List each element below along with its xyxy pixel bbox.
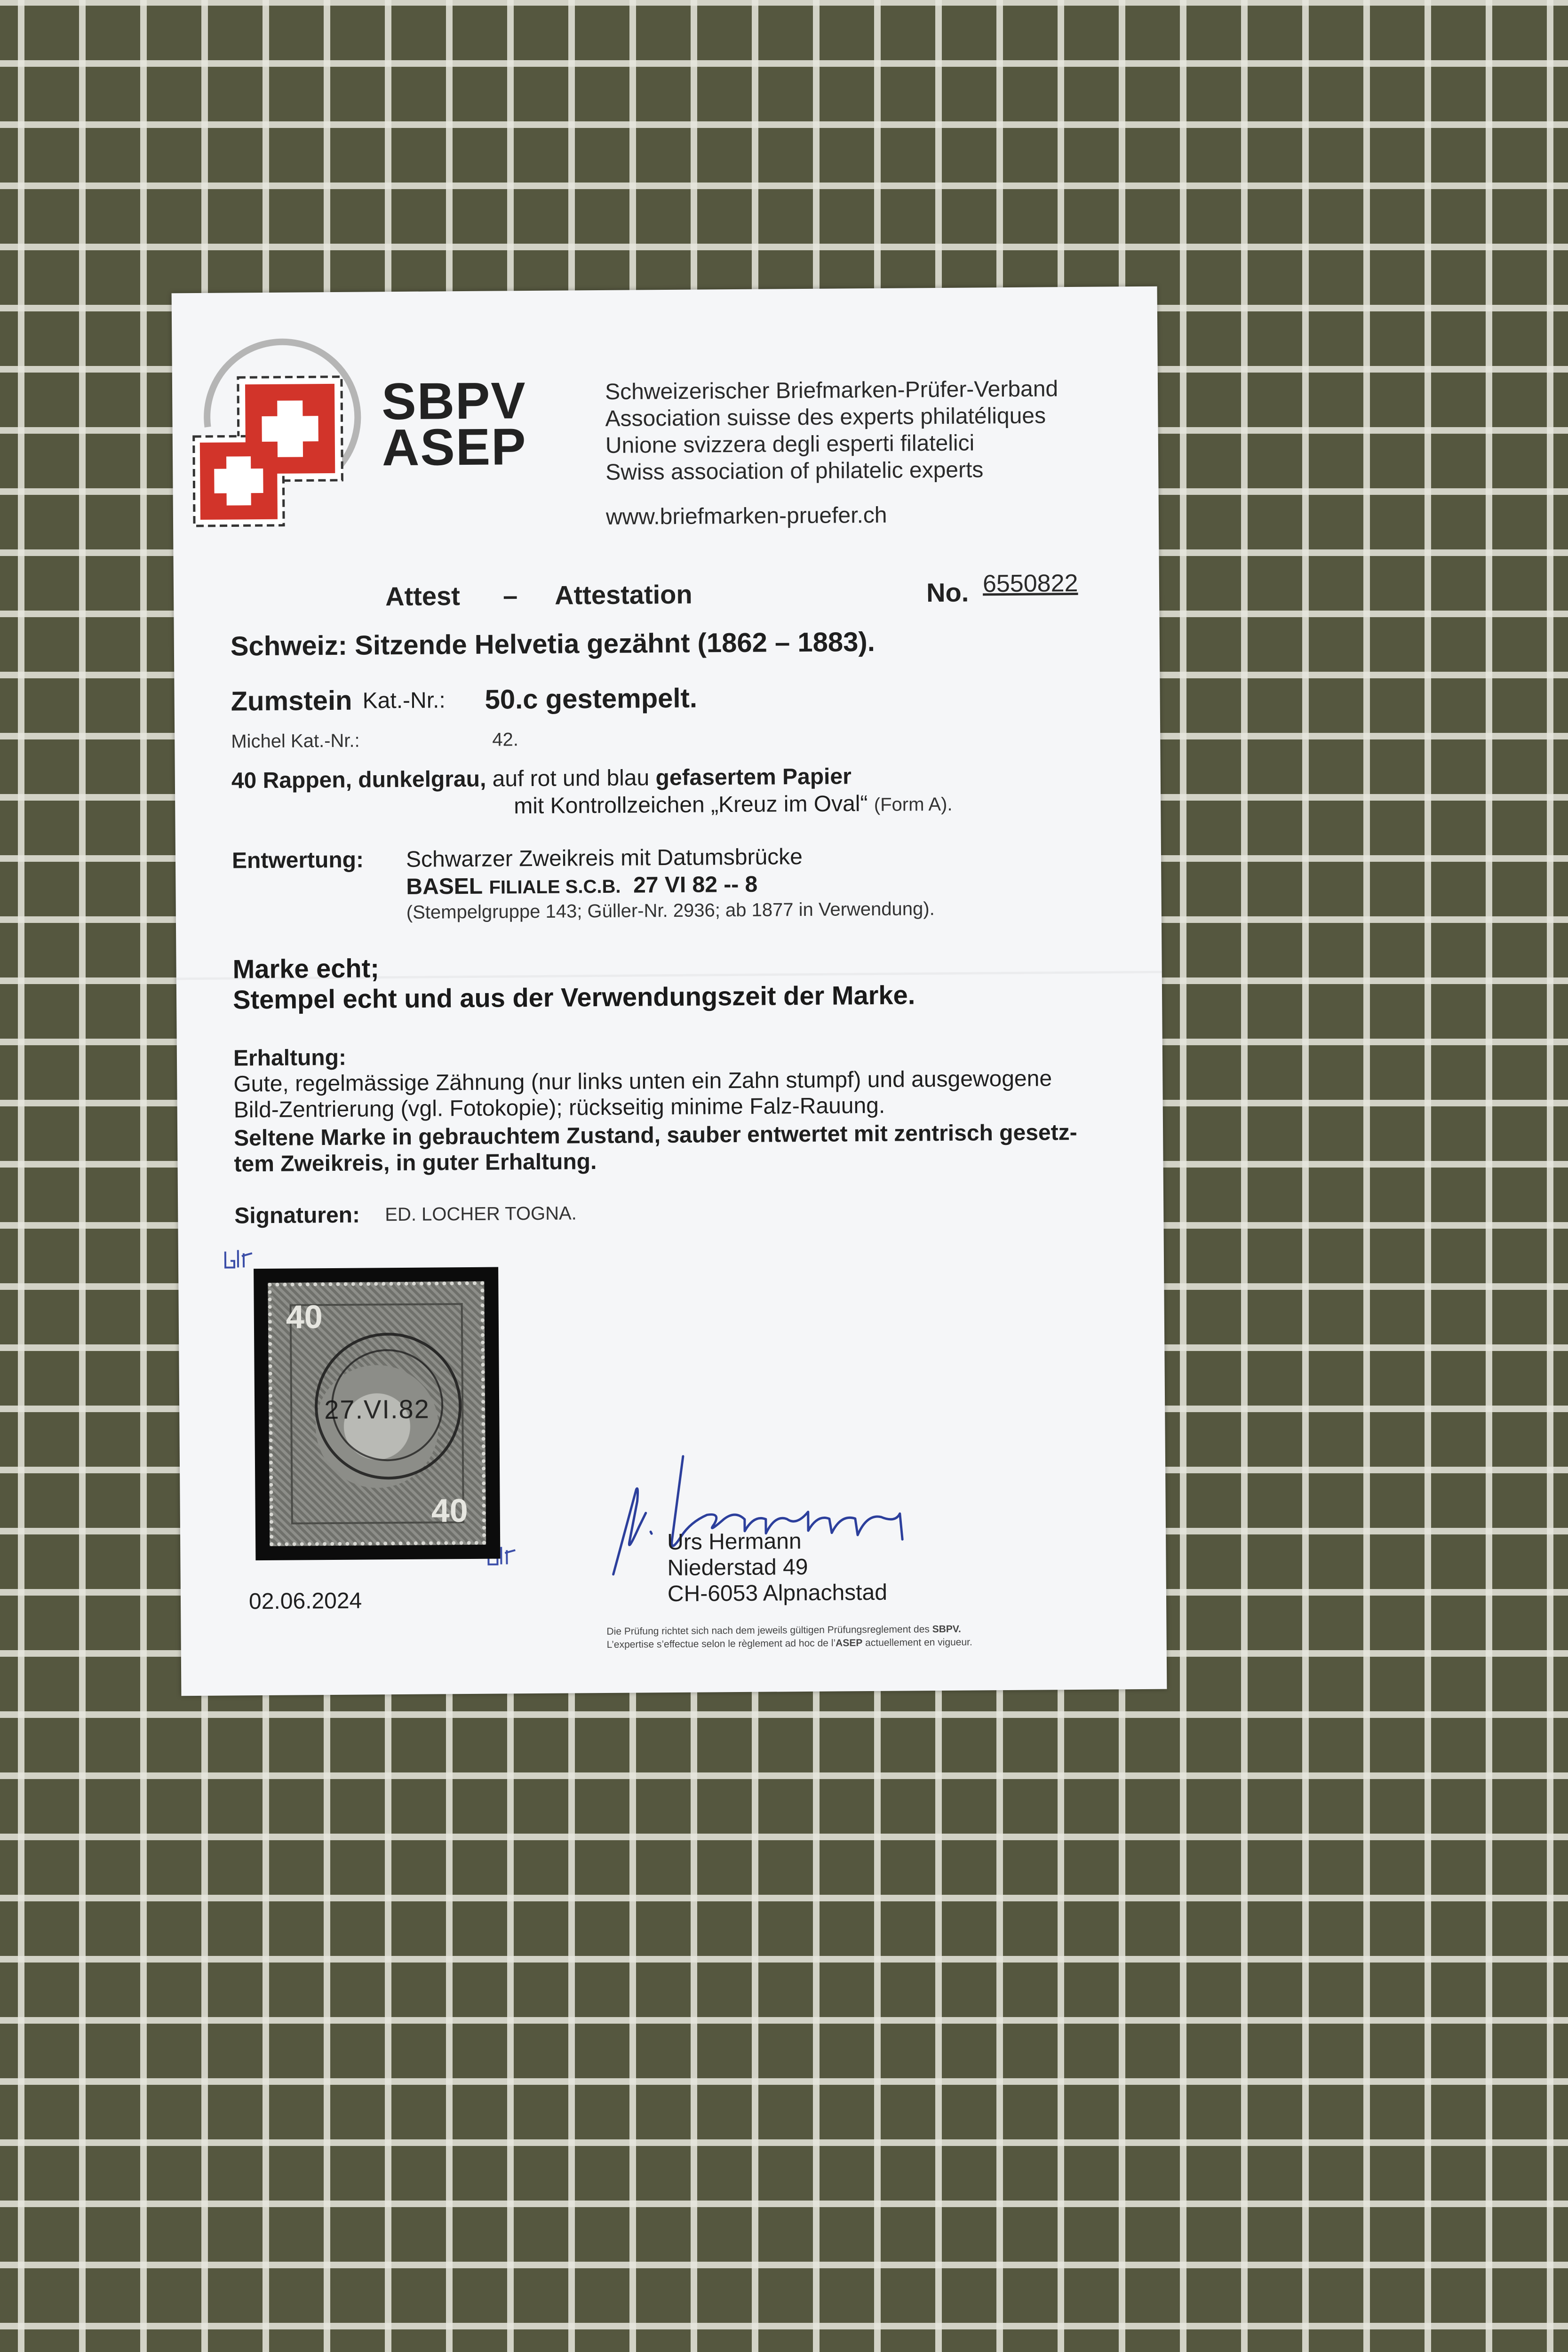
cancellation-date: 27 VI 82 -- 8 [633, 872, 758, 898]
postmark-date: 27.VI.82 [324, 1394, 430, 1425]
footer-line2-bold: ASEP [836, 1637, 863, 1649]
stamp-image [268, 1281, 486, 1546]
description-line1 [231, 763, 852, 794]
website-url: www.briefmarken-pruefer.ch [605, 502, 887, 530]
certificate-number: 6550822 [982, 569, 1078, 598]
footer-line1-text: Die Prüfung richtet sich nach dem jeweils gültigen Prüfungsreglement des [606, 1624, 930, 1637]
expert-street: Niederstad 49 [667, 1554, 808, 1581]
stamp-subject: Schweiz: Sitzende Helvetia gezähnt (1862 – 1883). [230, 626, 876, 662]
condition-label: Erhaltung: [233, 1045, 347, 1071]
footer-line2-text: L’expertise s’effectue selon le règlement ad hoc de l’ [606, 1637, 836, 1650]
footer-line1-bold: SBPV. [932, 1623, 961, 1635]
expert-name: Urs Hermann [667, 1529, 802, 1555]
stamp-value-bottom: 40 [431, 1492, 468, 1529]
footer-line2 [607, 1637, 972, 1651]
cancellation-town: BASEL [406, 874, 483, 899]
stamp-value-top: 40 [286, 1298, 323, 1335]
association-fr: Association suisse des experts philatéliques [605, 403, 1046, 431]
condition-summary2: tem Zweikreis, in guter Erhaltung. [234, 1149, 597, 1177]
issue-date: 02.06.2024 [248, 1588, 362, 1614]
association-de: Schweizerischer Briefmarken-Prüfer-Verband [605, 376, 1059, 405]
description-value: 40 Rappen, dunkelgrau, [231, 766, 486, 794]
number-label: No. [926, 577, 969, 608]
zumstein-label: Zumstein [231, 685, 352, 717]
kat-nr-label: Kat.-Nr.: [362, 688, 446, 714]
expert-city: CH-6053 Alpnachstad [667, 1580, 888, 1607]
title-attest: Attest [385, 581, 461, 612]
verdict-line2: Stempel echt und aus der Verwendungszeit der Marke. [232, 980, 915, 1015]
association-en: Swiss association of philatelic experts [605, 457, 984, 485]
cancellation-label: Entwertung: [231, 847, 364, 874]
cancellation-line3: (Stempelgruppe 143; Güller-Nr. 2936; ab 1877 in Verwendung). [406, 898, 935, 923]
brand-asep: ASEP [382, 418, 527, 477]
title-attestation: Attestation [554, 579, 692, 610]
zumstein-value: 50.c gestempelt. [485, 683, 698, 715]
michel-value: 42. [492, 729, 519, 750]
title-dash: – [502, 580, 518, 611]
sbpv-logo-icon [181, 329, 371, 528]
brand-sbpv: SBPV [381, 372, 527, 431]
footer-line2-suffix: actuellement en vigueur. [865, 1637, 972, 1649]
condition-summary1: Seltene Marke in gebrauchtem Zustand, sauber entwertet mit zentrisch gesetz- [233, 1120, 1077, 1151]
control-mark-form: (Form A). [874, 794, 953, 815]
control-mark: mit Kontrollzeichen „Kreuz im Oval“ [514, 791, 868, 819]
michel-label: Michel Kat.-Nr.: [231, 730, 360, 752]
condition-line1: Gute, regelmässige Zähnung (nur links unten ein Zahn stumpf) und ausgewogene [233, 1066, 1052, 1097]
description-line2 [514, 790, 953, 819]
cancellation-line2 [406, 872, 757, 900]
condition-line2: Bild-Zentrierung (vgl. Fotokopie); rückseitig minime Falz-Rauung. [233, 1093, 885, 1123]
cancellation-line1: Schwarzer Zweikreis mit Datumsbrücke [406, 844, 803, 872]
signatures-value: ED. LOCHER TOGNA. [385, 1203, 577, 1225]
cancellation-office: FILIALE S.C.B. [489, 876, 621, 898]
signatures-label: Signaturen: [234, 1202, 360, 1229]
association-it: Unione svizzera degli esperti filatelici [605, 430, 975, 458]
stamp-photo [254, 1267, 500, 1561]
expert-mark-icon [223, 1248, 256, 1271]
certificate [172, 286, 1167, 1696]
description-paper: auf rot und blau [492, 765, 650, 792]
footer-line1 [606, 1624, 961, 1637]
verdict-line1: Marke echt; [232, 953, 380, 984]
description-paper-bold: gefasertem Papier [655, 764, 852, 791]
